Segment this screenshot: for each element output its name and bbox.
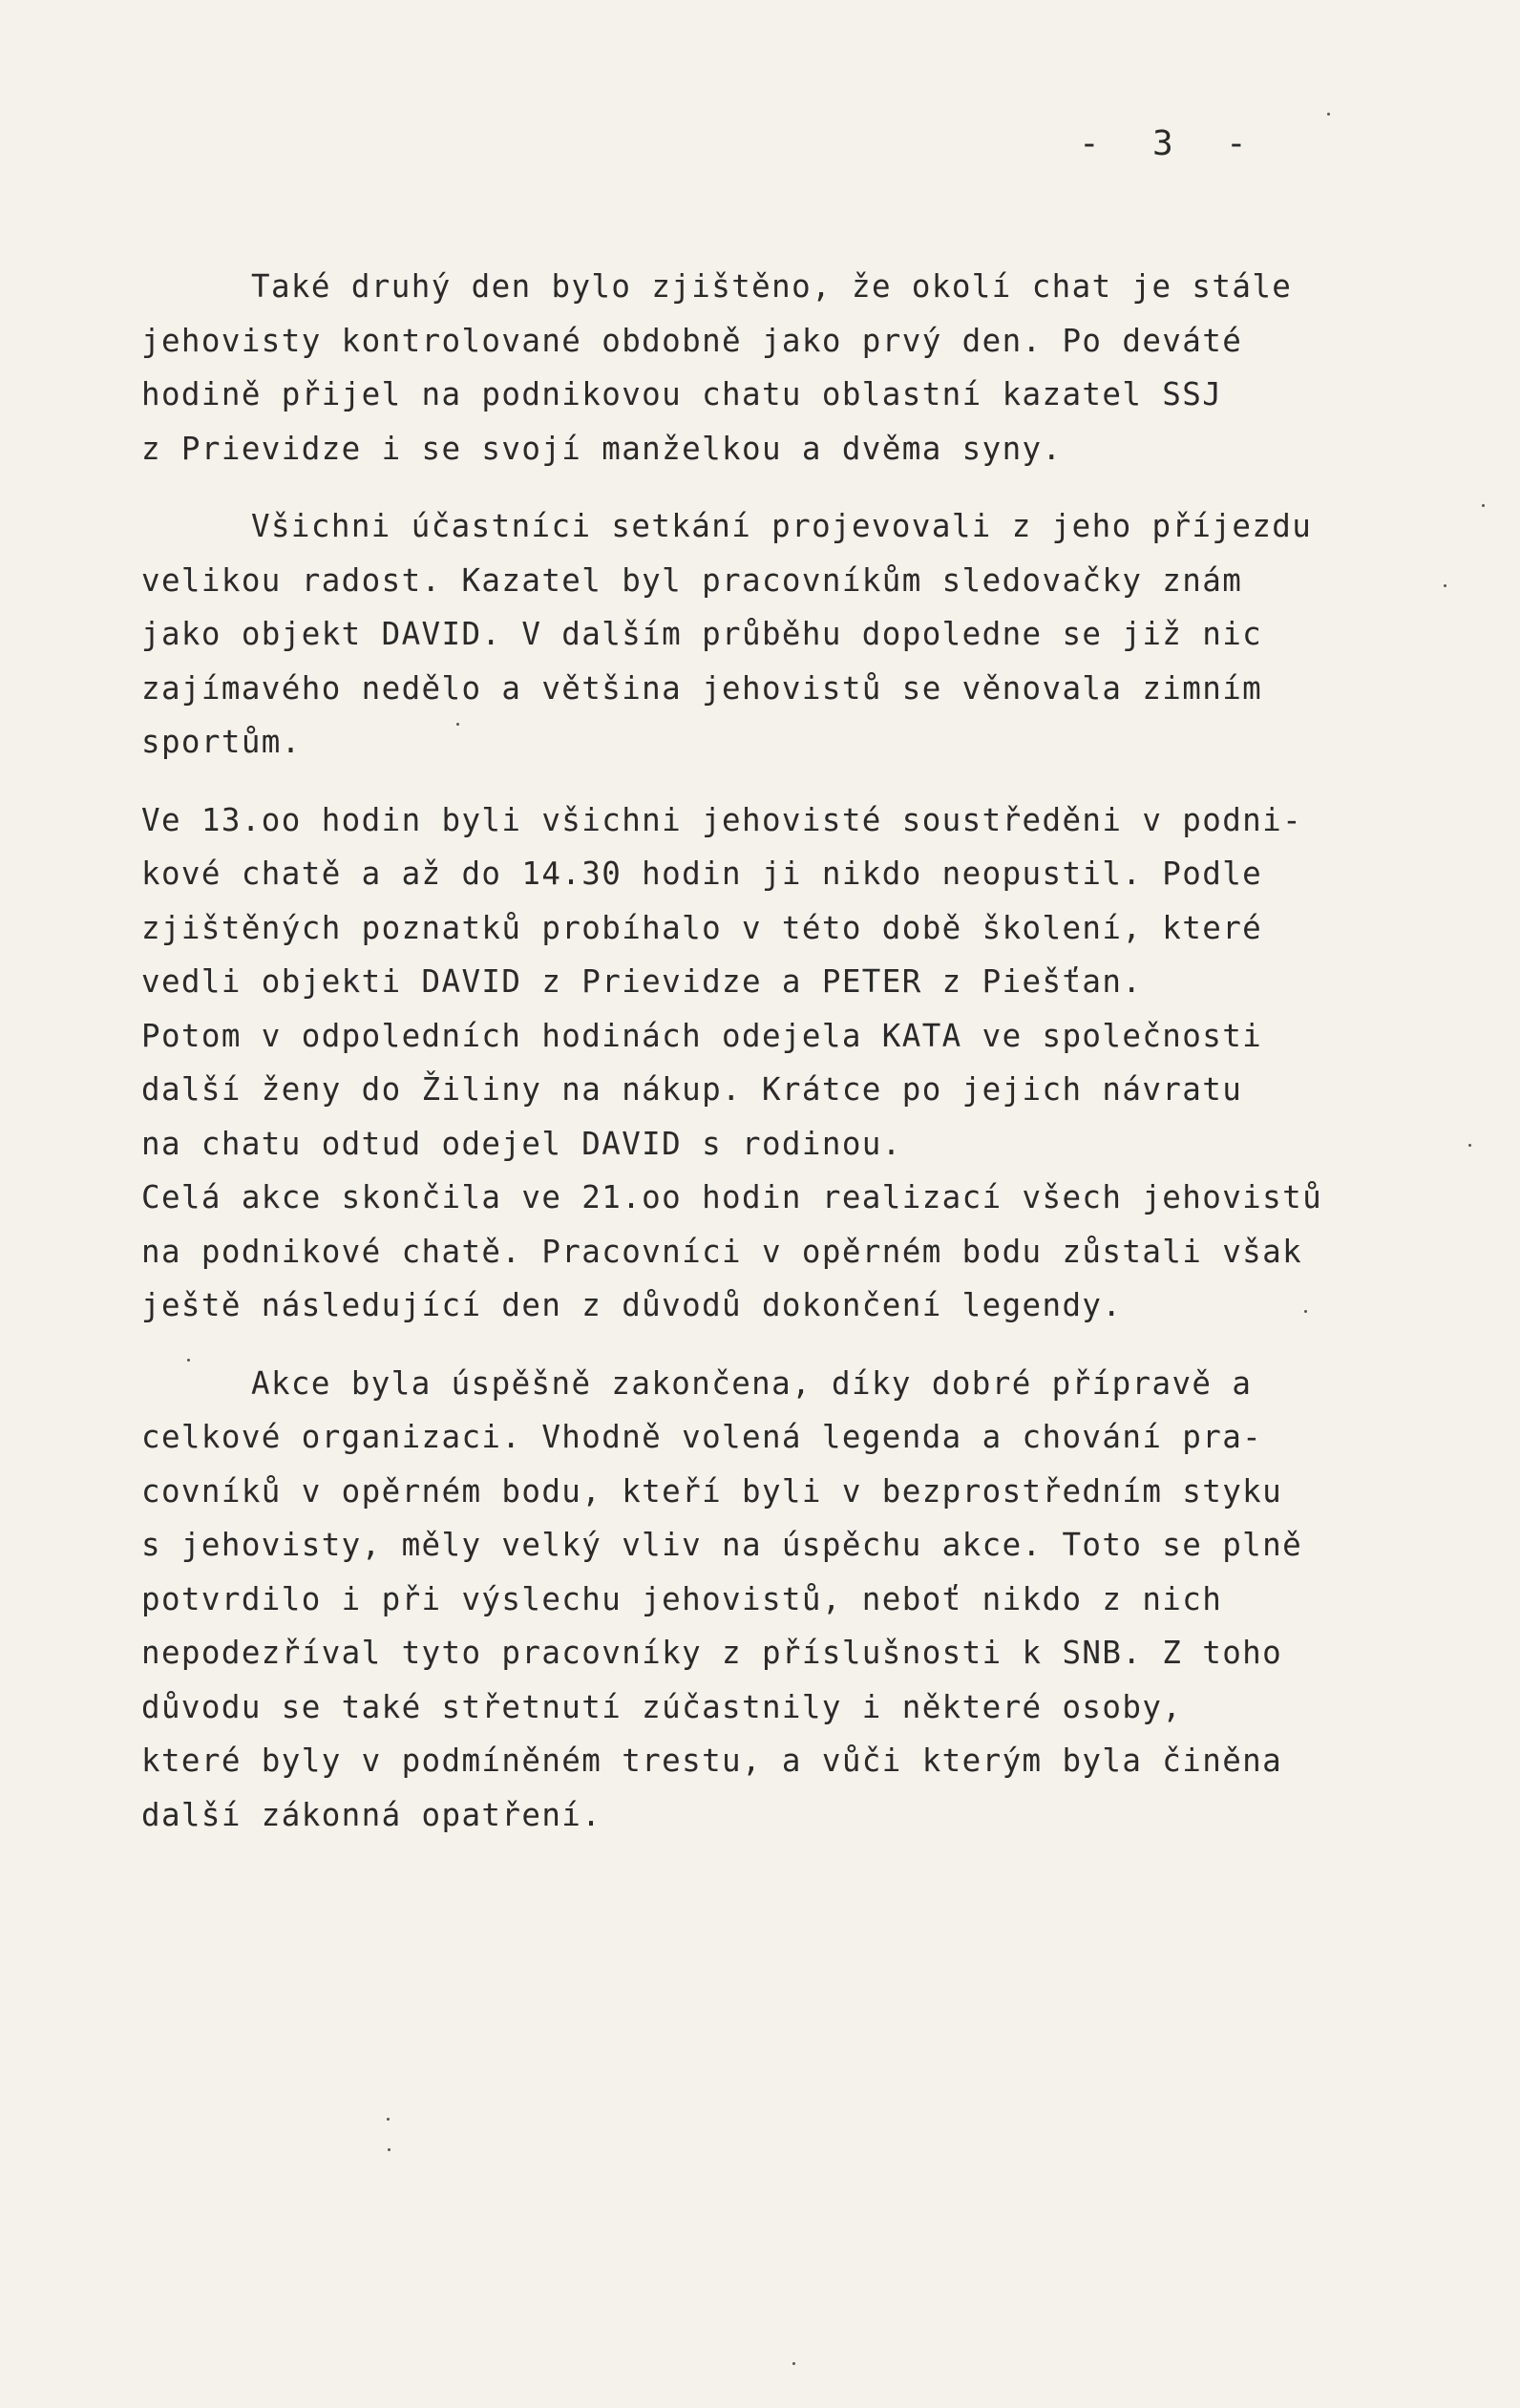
- paper-speck: [1304, 1310, 1307, 1313]
- paragraph-1: [141, 260, 1411, 475]
- text-line: Akce byla úspěšně zakončena, díky dobré přípravě a: [251, 1364, 1253, 1402]
- paragraph-4: [141, 1357, 1411, 1843]
- page-number: - 3 -: [1079, 124, 1251, 163]
- text-line: Všichni účastníci setkání projevovali z jeho příjezdu: [251, 508, 1313, 544]
- text-line: ještě následující den z důvodů dokončení legendy.: [141, 1287, 1123, 1323]
- text-line: potvrdilo i při výslechu jehovistů, neboť nikdo z nich: [141, 1580, 1223, 1617]
- text-line: celkové organizaci. Vhodně volená legenda a chování pra-: [141, 1419, 1263, 1455]
- paper-speck: [456, 723, 459, 726]
- paper-speck: [187, 1359, 190, 1362]
- text-line: další zákonná opatření.: [141, 1796, 602, 1833]
- text-line: na chatu odtud odejel DAVID s rodinou.: [141, 1125, 902, 1162]
- text-line: Celá akce skončila ve 21.oo hodin realizací všech jehovistů: [141, 1179, 1323, 1215]
- text-line: které byly v podmíněném trestu, a vůči kterým byla činěna: [141, 1743, 1283, 1779]
- text-line: vedli objekti DAVID z Prievidze a PETER z Piešťan.: [141, 963, 1143, 1000]
- text-line: zajímavého nedělo a většina jehovistů se věnovala zimním: [141, 669, 1263, 707]
- paper-speck: [1482, 504, 1485, 507]
- paper-speck: [792, 2362, 795, 2365]
- text-line: sportům.: [141, 724, 302, 760]
- text-line: jehovisty kontrolované obdobně jako prvý den. Po deváté: [141, 322, 1243, 359]
- paper-speck: [1468, 1144, 1471, 1147]
- text-line: další ženy do Žiliny na nákup. Krátce po jejich návratu: [141, 1071, 1243, 1108]
- text-line: velikou radost. Kazatel byl pracovníkům sledovačky znám: [141, 561, 1243, 599]
- text-line: na podnikové chatě. Pracovníci v opěrném bodu zůstali však: [141, 1233, 1303, 1270]
- text-line: Ve 13.oo hodin byli všichni jehovisté soustředěni v podni-: [141, 801, 1303, 838]
- paragraph-2: [141, 499, 1411, 770]
- text-line: jako objekt DAVID. V dalším průběhu dopoledne se již nic: [141, 616, 1263, 652]
- document-body: [141, 260, 1411, 1866]
- text-line: covníků v opěrném bodu, kteří byli v bezprostředním styku: [141, 1472, 1283, 1510]
- text-line: nepodezříval tyto pracovníky z příslušnosti k SNB. Z toho: [141, 1635, 1283, 1671]
- paper-speck: [1444, 584, 1446, 587]
- text-line: zjištěných poznatků probíhalo v této době školení, které: [141, 909, 1263, 946]
- text-line: kové chatě a až do 14.30 hodin ji nikdo neopustil. Podle: [141, 855, 1263, 892]
- paper-speck: [1327, 113, 1330, 116]
- paper-speck: [387, 2118, 390, 2121]
- paragraph-3: [141, 793, 1411, 1333]
- text-line: Potom v odpoledních hodinách odejela KATA ve společnosti: [141, 1017, 1263, 1054]
- text-line: Také druhý den bylo zjištěno, že okolí chat je stále: [251, 268, 1293, 305]
- text-line: s jehovisty, měly velký vliv na úspěchu akce. Toto se plně: [141, 1527, 1303, 1563]
- text-line: hodině přijel na podnikovou chatu oblastní kazatel SSJ: [141, 376, 1223, 412]
- text-line: z Prievidze i se svojí manželkou a dvěma syny.: [141, 430, 1063, 467]
- paper-speck: [388, 2148, 391, 2151]
- text-line: důvodu se také střetnutí zúčastnily i některé osoby,: [141, 1688, 1183, 1725]
